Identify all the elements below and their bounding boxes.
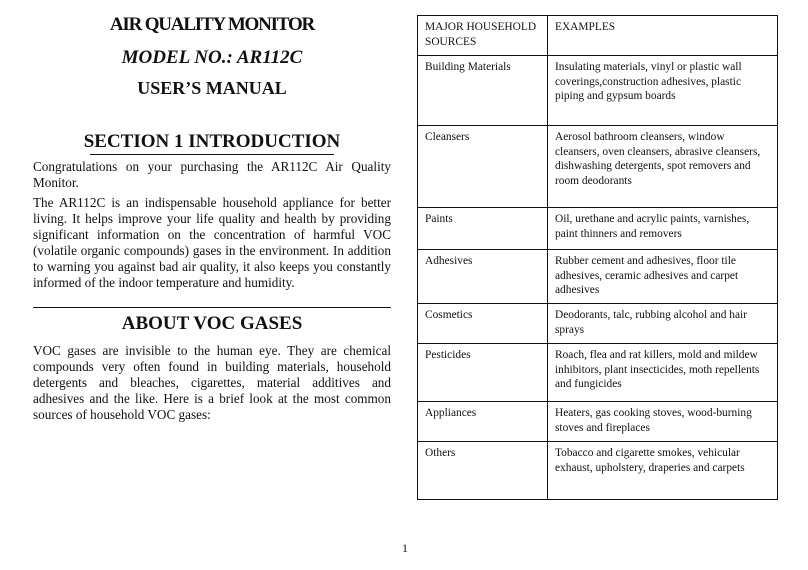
examples-cell: Aerosol bathroom cleansers, window cleansers, oven cleansers, abrasive cleansers, dishwashing detergents, spot removers and room deodorants — [548, 126, 778, 208]
source-cell: Paints — [418, 208, 548, 250]
source-cell: Adhesives — [418, 250, 548, 304]
source-cell: Cosmetics — [418, 304, 548, 344]
table-row — [418, 208, 778, 250]
manual-subtitle: USER’S MANUAL — [137, 78, 287, 98]
section2-heading: ABOUT VOC GASES — [121, 313, 303, 334]
page-number: 1 — [402, 541, 408, 555]
section1-heading: SECTION 1 INTRODUCTION — [83, 131, 341, 152]
document-title: AIR QUALITY MONITOR — [109, 14, 315, 35]
table-row — [418, 344, 778, 402]
header-sources: MAJOR HOUSEHOLD SOURCES — [418, 16, 548, 56]
source-cell: Cleansers — [418, 126, 548, 208]
table-row — [418, 304, 778, 344]
table-row — [418, 402, 778, 442]
source-cell: Others — [418, 442, 548, 500]
table-row — [418, 250, 778, 304]
section1-heading-underline — [90, 154, 334, 155]
voc-paragraph: VOC gases are invisible to the human eye. They are chemical compounds very often found in building materials, household detergents and bleaches, cigarettes, material additives and adhesives and the like. Here is a brief look at the most common sources of household VOC gases: — [33, 343, 391, 422]
table-row — [418, 442, 778, 500]
section-divider — [33, 307, 391, 308]
model-number: MODEL NO.: AR112C — [121, 47, 303, 68]
table-row — [418, 126, 778, 208]
voc-sources-table — [417, 15, 778, 500]
intro-paragraph-2: The AR112C is an indispensable household appliance for better living. It helps improve your life quality and health by providing significant information on the concentration of harmful VOC (volatile organic compounds) gases in the environment. In addition to warning you against bad air quality, it also keeps you constantly informed of the indoor temperature and humidity. — [33, 195, 391, 290]
examples-cell: Tobacco and cigarette smokes, vehicular exhaust, upholstery, draperies and carpets — [548, 442, 778, 500]
examples-cell: Rubber cement and adhesives, floor tile adhesives, ceramic adhesives and carpet adhesives — [548, 250, 778, 304]
examples-cell: Insulating materials, vinyl or plastic wall coverings,construction adhesives, plastic piping and gypsum boards — [548, 56, 778, 126]
header-examples: EXAMPLES — [548, 16, 778, 56]
examples-cell: Oil, urethane and acrylic paints, varnishes, paint thinners and removers — [548, 208, 778, 250]
intro-paragraph-1: Congratulations on your purchasing the AR112C Air Quality Monitor. — [33, 159, 391, 190]
examples-cell: Deodorants, talc, rubbing alcohol and hair sprays — [548, 304, 778, 344]
table-row — [418, 56, 778, 126]
source-cell: Pesticides — [418, 344, 548, 402]
source-cell: Appliances — [418, 402, 548, 442]
examples-cell: Heaters, gas cooking stoves, wood-burning stoves and fireplaces — [548, 402, 778, 442]
source-cell: Building Materials — [418, 56, 548, 126]
examples-cell: Roach, flea and rat killers, mold and mildew inhibitors, plant insecticides, moth repellents and fungicides — [548, 344, 778, 402]
table-header-row — [418, 16, 778, 56]
